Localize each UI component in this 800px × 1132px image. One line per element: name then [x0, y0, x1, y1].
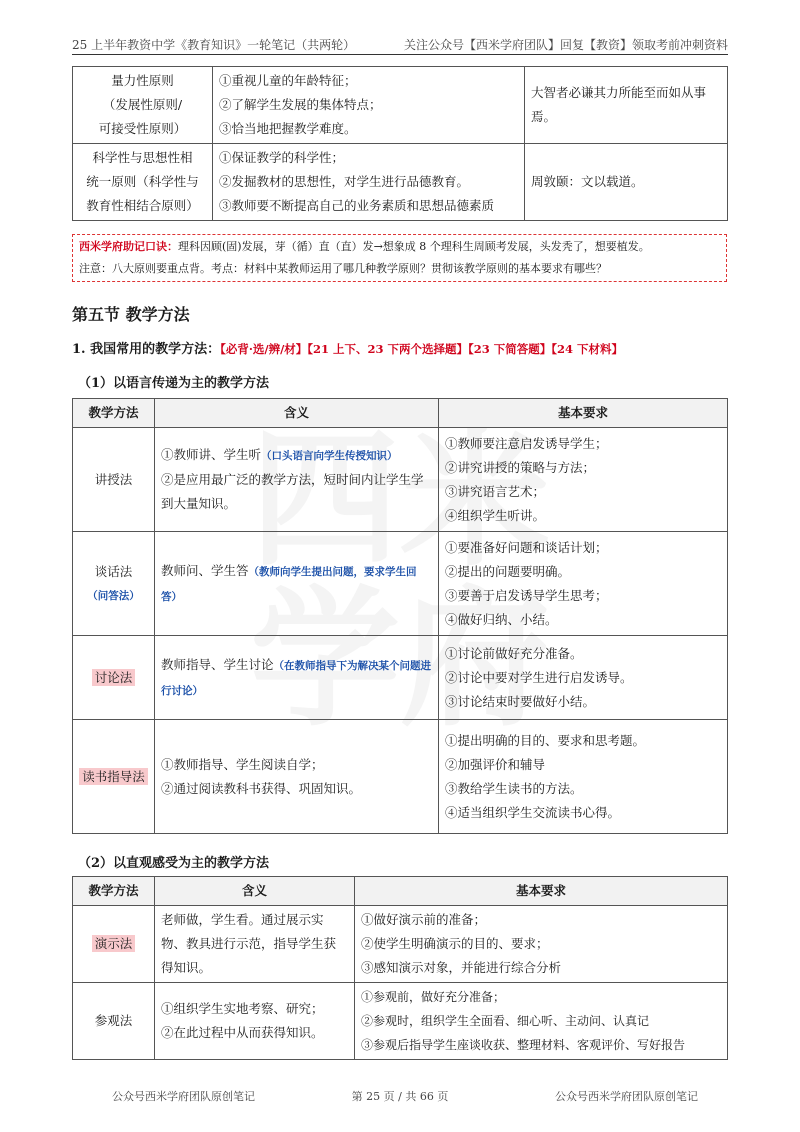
page-header — [72, 34, 728, 55]
method-meaning: 教师指导、学生讨论（在教师指导下为解决某个问题进行讨论） — [155, 636, 439, 720]
mnemonic-note — [72, 234, 727, 282]
method-meaning: ①教师讲、学生听（口头语言向学生传授知识） ②是应用最广泛的教学方法，短时间内让学生学到大量知识。 — [155, 428, 439, 532]
table-row — [73, 144, 728, 221]
table-row — [73, 906, 728, 983]
principle-points: ①重视儿童的年龄特征； ②了解学生发展的集体特点； ③恰当地把握教学难度。 — [213, 67, 525, 144]
method-name: 参观法 — [73, 983, 155, 1060]
subheading-visual: （2）以直观感受为主的教学方法 — [78, 856, 270, 871]
method-reqs: ①做好演示前的准备； ②使学生明确演示的目的、要求； ③感知演示对象，并能进行综合分析 — [355, 906, 728, 983]
principle-quote: 大智者必谦其力所能至而如从事焉。 — [525, 67, 728, 144]
method-reqs: ①参观前，做好充分准备； ②参观时，组织学生全面看、细心听、主动问、认真记 ③参观后指导学生座谈收获、整理材料、客观评价、写好报告 — [355, 983, 728, 1060]
principle-name: 科学性与思想性相 统一原则（科学性与 教育性相结合原则） — [73, 144, 213, 221]
method-reqs: ①教师要注意启发诱导学生； ②讲究讲授的策略与方法； ③讲究语言艺术； ④组织学生听讲。 — [439, 428, 728, 532]
exam-tags: 【必背·选/辨/材】【21 上下、23 下两个选择题】【23 下简答题】【24 下材料】 — [220, 342, 624, 356]
table-row — [73, 67, 728, 144]
table-row — [73, 428, 728, 532]
principle-quote: 周敦颐：文以载道。 — [525, 144, 728, 221]
method-meaning: ①教师指导、学生阅读自学； ②通过阅读教科书获得、巩固知识。 — [155, 720, 439, 834]
method-reqs: ①讨论前做好充分准备。 ②讨论中要对学生进行启发诱导。 ③讨论结束时要做好小结。 — [439, 636, 728, 720]
table-header-row: 教学方法 含义 基本要求 — [73, 877, 728, 906]
language-methods-table — [72, 398, 728, 834]
note-label: 西米学府助记口诀： — [79, 240, 178, 253]
method-meaning: ①组织学生实地考察、研究； ②在此过程中从而获得知识。 — [155, 983, 355, 1060]
item-heading: 1. 我国常用的教学方法：【必背·选/辨/材】【21 上下、23 下两个选择题】【23 下简答题】【24 下材料】 — [72, 342, 624, 357]
footer-left: 公众号西米学府团队原创笔记 — [112, 1090, 255, 1103]
method-reqs: ①要准备好问题和谈话计划； ②提出的问题要明确。 ③要善于启发诱导学生思考； ④做好归纳、小结。 — [439, 532, 728, 636]
header-right: 关注公众号【西米学府团队】回复【教资】领取考前冲刺资料 — [403, 38, 728, 52]
method-name: 谈话法 （问答法） — [73, 532, 155, 636]
method-meaning: 教师问、学生答（教师向学生提出问题，要求学生回答） — [155, 532, 439, 636]
method-meaning: 老师做，学生看。通过展示实物、教具进行示范，指导学生获得知识。 — [155, 906, 355, 983]
subheading-language: （1）以语言传递为主的教学方法 — [78, 376, 270, 391]
table-row — [73, 983, 728, 1060]
method-name: 读书指导法 — [73, 720, 155, 834]
principles-table — [72, 66, 728, 221]
table-row — [73, 720, 728, 834]
header-left: 25 上半年教资中学《教育知识》一轮笔记（共两轮） — [72, 38, 356, 52]
table-header-row: 教学方法 含义 基本要求 — [73, 399, 728, 428]
note-tip: 注意：八大原则要重点背。考点：材料中某教师运用了哪几种教学原则？贯彻该教学原则的基本要求有哪些？ — [79, 262, 607, 275]
table-row — [73, 636, 728, 720]
method-name: 讨论法 — [73, 636, 155, 720]
page-number: 第 25 页 / 共 66 页 — [351, 1090, 449, 1103]
visual-methods-table — [72, 876, 728, 1060]
note-mnemonic: 理科因顾(固)发展，芽（循）直（直）发→想象成 8 个理科生周顾考发展，头发秃了，想要植发。 — [178, 240, 650, 253]
principle-points: ①保证教学的科学性； ②发掘教材的思想性，对学生进行品德教育。 ③教师要不断提高自己的业务素质和思想品德素质 — [213, 144, 525, 221]
footer-right: 公众号西米学府团队原创笔记 — [555, 1090, 698, 1103]
method-name: 讲授法 — [73, 428, 155, 532]
method-name: 演示法 — [73, 906, 155, 983]
method-reqs: ①提出明确的目的、要求和思考题。 ②加强评价和辅导 ③教给学生读书的方法。 ④适当组织学生交流读书心得。 — [439, 720, 728, 834]
table-row — [73, 532, 728, 636]
principle-name: 量力性原则 （发展性原则/ 可接受性原则） — [73, 67, 213, 144]
section-title: 第五节 教学方法 — [72, 305, 190, 324]
